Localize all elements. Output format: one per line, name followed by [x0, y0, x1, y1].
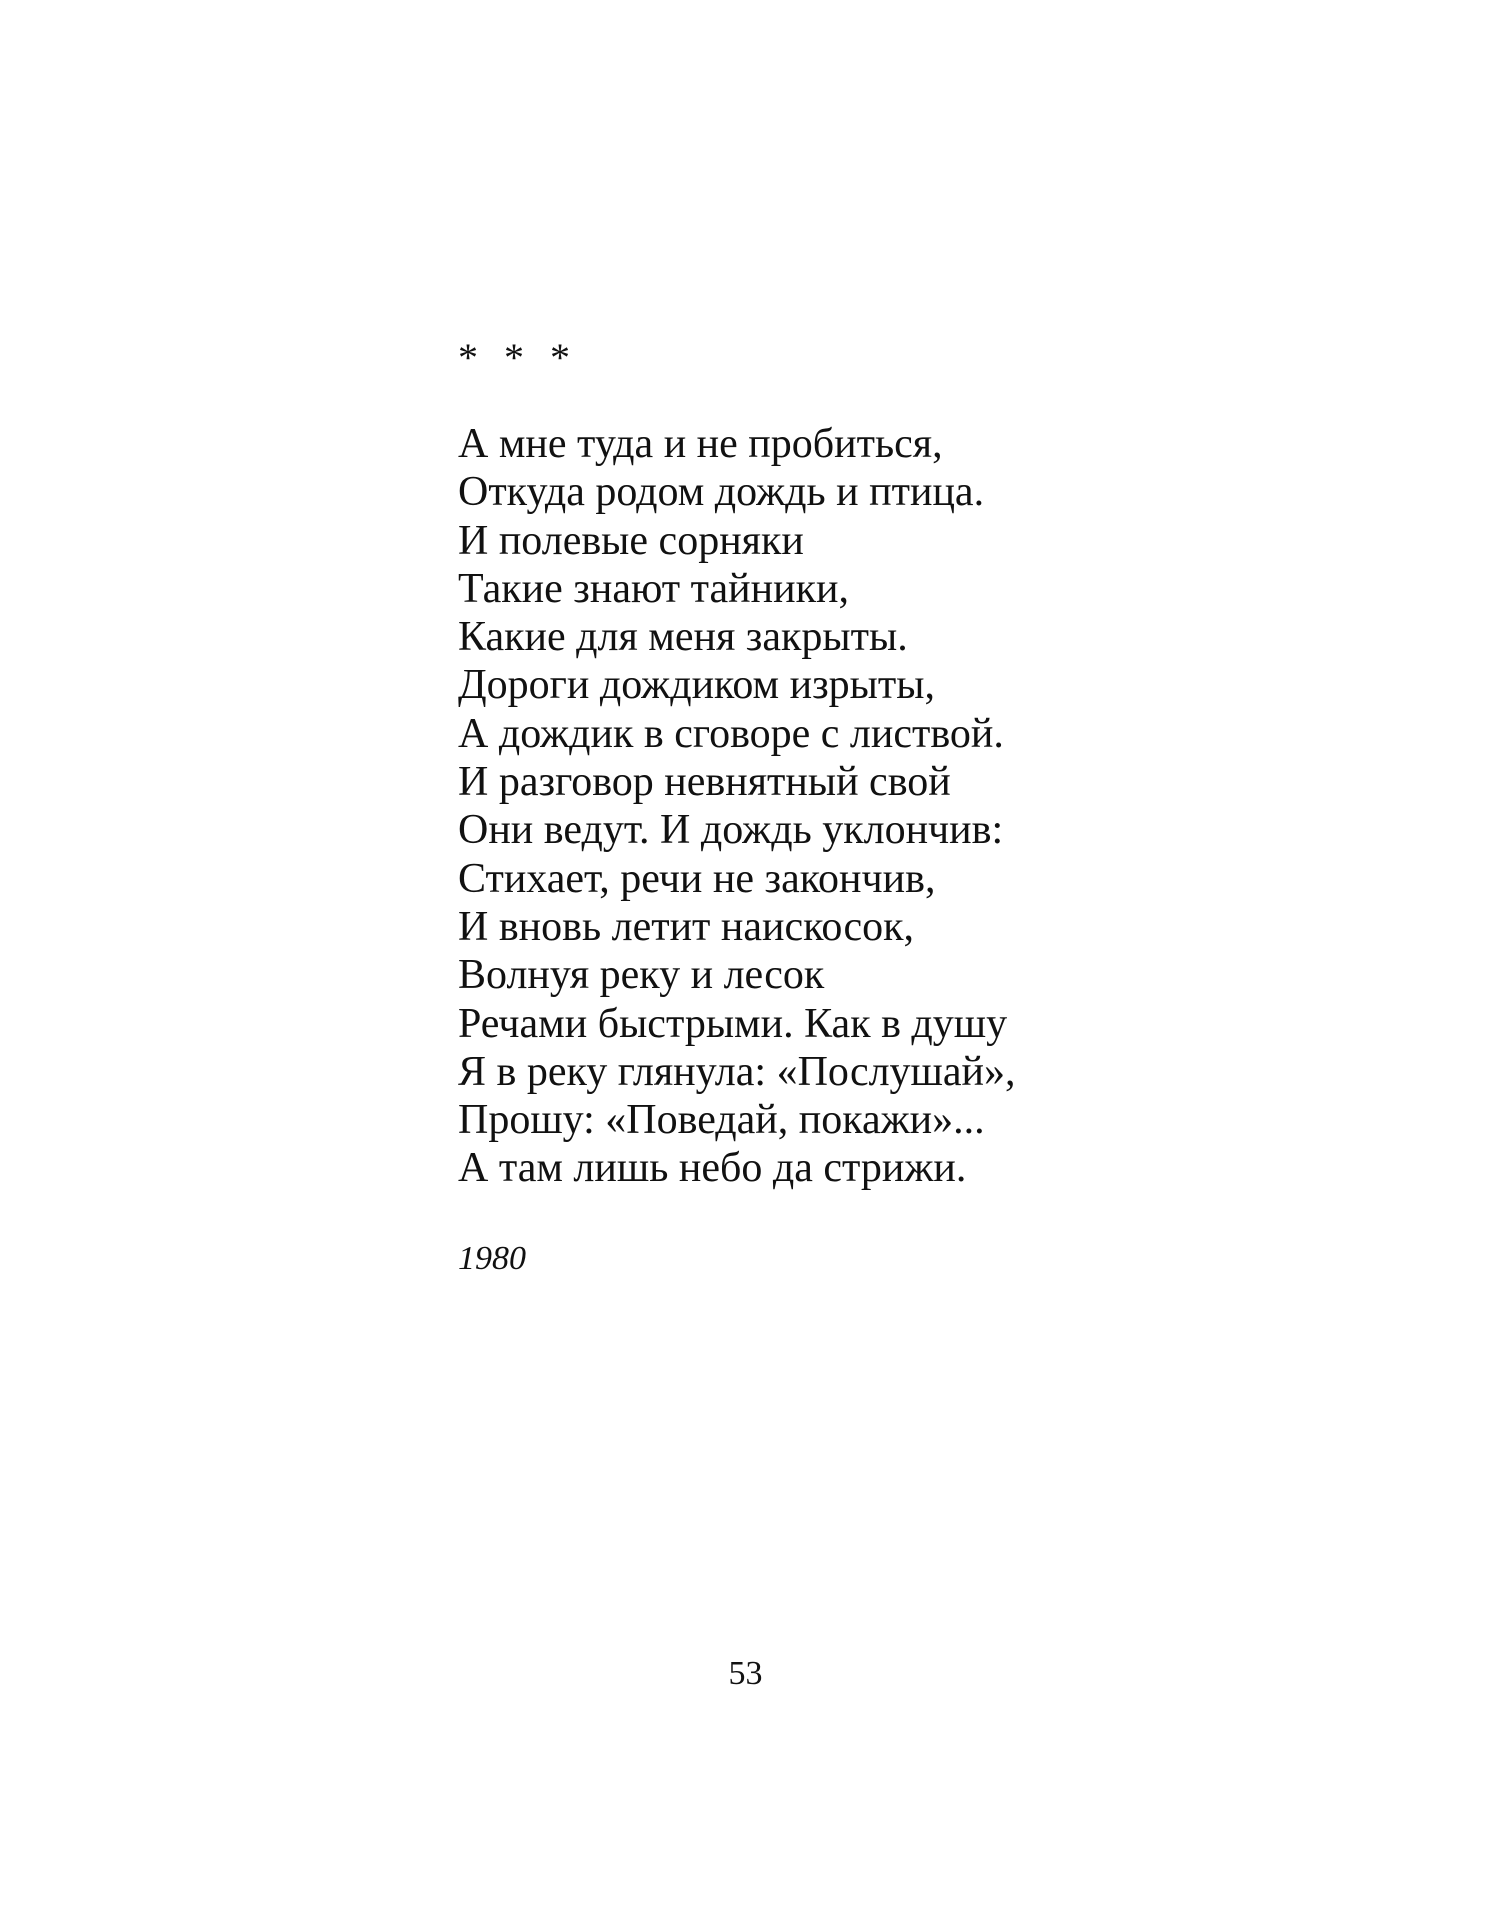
poem-line: Такие знают тайники,	[458, 565, 849, 612]
poem-line: А дождик в сговоре с листвой.	[458, 710, 1004, 757]
poem-line: А мне туда и не пробиться,	[458, 421, 943, 467]
poem	[458, 328, 1278, 1283]
poem-year: 1980	[458, 1239, 526, 1277]
poem-line: Я в реку глянула: «Послушай»,	[458, 1048, 1016, 1095]
page-number: 53	[728, 1655, 763, 1692]
poem-line: И полевые сорняки	[458, 517, 804, 564]
poem-line: Дороги дождиком изрыты,	[458, 662, 935, 709]
poem-line: Прошу: «Поведай, покажи»...	[458, 1097, 985, 1144]
poem-line: Волнуя реку и лесок	[458, 952, 825, 999]
poem-lines	[458, 420, 1278, 1193]
poem-line: И вновь летит наискосок,	[458, 903, 915, 950]
poem-line: Откуда родом дождь и птица.	[458, 469, 985, 516]
poem-separator: * * *	[458, 335, 578, 380]
poem-line: Они ведут. И дождь уклончив:	[458, 807, 1004, 854]
poem-line: Речами быстрыми. Как в душу	[458, 1000, 1008, 1047]
poem-line: Какие для меня закрыты.	[458, 614, 908, 661]
poem-line: Стихает, речи не закончив,	[458, 855, 936, 902]
poem-line: А там лишь небо да стрижи.	[458, 1145, 967, 1192]
poem-line: И разговор невнятный свой	[458, 759, 951, 806]
